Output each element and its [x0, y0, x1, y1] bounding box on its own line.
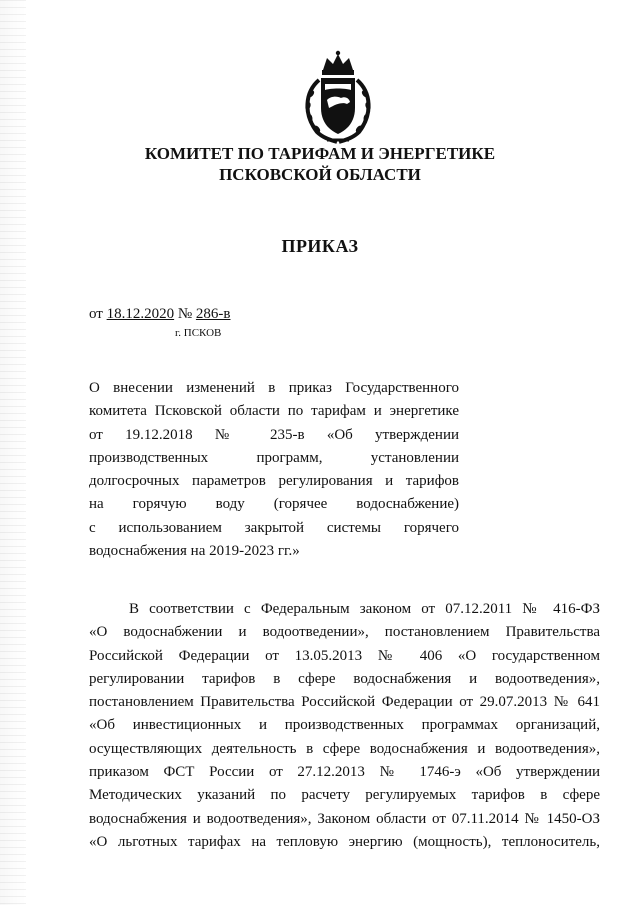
order-subject [89, 377, 459, 563]
city-label: г. ПСКОВ [175, 327, 222, 339]
subject-line: на горячую воду (горячее водоснабжение) [89, 496, 459, 513]
body-line: «О льготных тарифах на тепловую энергию (мощность), теплоноситель, [89, 833, 600, 850]
body-line: осуществляющих деятельность в сфере водоснабжения и водоотведения», [89, 740, 600, 757]
subject-line: долгосрочных параметров регулирования и тарифов [89, 473, 459, 490]
date-number-line [89, 306, 231, 323]
document-type-title: ПРИКАЗ [281, 236, 359, 256]
subject-line: комитета Псковской области по тарифам и энергетике [89, 403, 459, 420]
date-prefix: от [89, 306, 103, 322]
scan-edge-artifact [0, 0, 26, 905]
body-line: «О водоснабжении и водоотведении», постановлением Правительства [89, 624, 600, 641]
body-line: водоснабжения и водоотведения», Законом области от 07.11.2014 № 1450-ОЗ [89, 810, 600, 827]
subject-line: с использованием закрытой системы горячего [89, 519, 459, 536]
pskov-coat-of-arms-emblem [297, 50, 379, 146]
body-line: В соответствии с Федеральным законом от 07.12.2011 № 416-ФЗ [129, 601, 600, 617]
subject-line: производственных программ, установлении [89, 449, 459, 466]
body-line: регулировании тарифов в сфере водоснабжения и водоотведения», [89, 670, 600, 687]
body-line: «Об инвестиционных и производственных программах организаций, [89, 717, 600, 734]
order-number: 286-в [195, 306, 231, 322]
org-name-line-2: ПСКОВСКОЙ ОБЛАСТИ [219, 165, 421, 184]
subject-line: водоснабжения на 2019-2023 гг.» [89, 543, 300, 560]
org-name-line-1: КОМИТЕТ ПО ТАРИФАМ И ЭНЕРГЕТИКЕ [144, 144, 496, 163]
order-body-text [89, 598, 600, 854]
body-line: Методических указаний по расчету регулируемых тарифов в сфере [89, 787, 600, 804]
order-date: 18.12.2020 [106, 306, 175, 322]
subject-line: от 19.12.2018 № 235-в «Об утверждении [89, 426, 459, 443]
body-line: приказом ФСТ России от 27.12.2013 № 1746-э «Об утверждении [89, 764, 600, 781]
body-line: постановлением Правительства Российской Федерации от 29.07.2013 № 641 [89, 694, 600, 711]
body-line: Российской Федерации от 13.05.2013 № 406 «О государственном [89, 647, 600, 664]
subject-line: О внесении изменений в приказ Государственного [89, 380, 459, 396]
number-sign: № [177, 306, 193, 322]
